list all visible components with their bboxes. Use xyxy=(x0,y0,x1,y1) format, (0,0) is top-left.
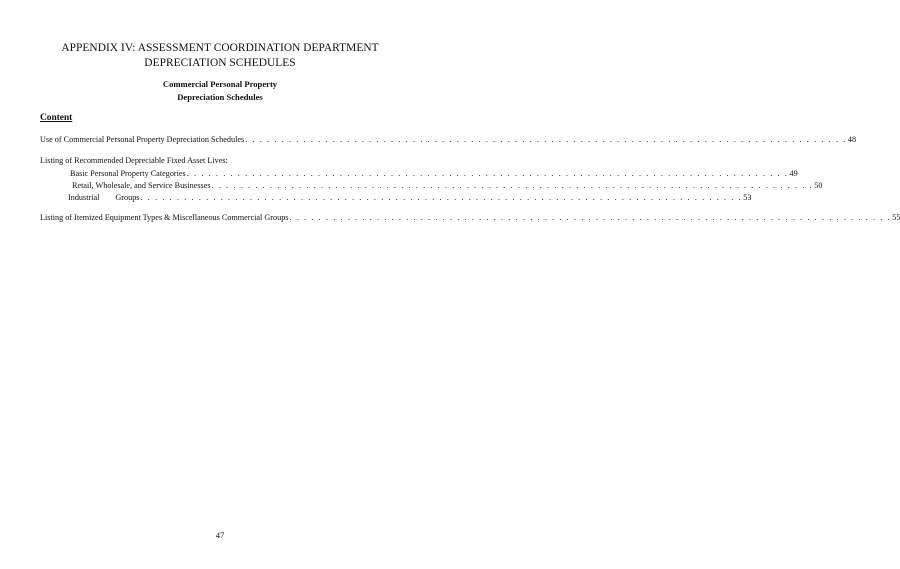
toc-entry-label: Basic Personal Property Categories xyxy=(70,169,186,178)
toc-entry-industrial xyxy=(68,192,752,203)
appendix-title-line-2: DEPRECIATION SCHEDULES xyxy=(144,57,296,69)
toc-leader-dots: . . . . . . . . . . . . . . . . . . . . . . . . . . . . . . . . . . . . . . . . . . . . . . . . . . . . . . . . . . . . . . . . . . . . . . . . . . . . . . . . . . . xyxy=(245,135,847,144)
toc-section-listing: Listing of Recommended Depreciable Fixed Asset Lives: xyxy=(40,156,228,165)
toc-entry-page: 55 xyxy=(892,213,900,222)
toc-entry-basic xyxy=(70,168,798,179)
page-number: 47 xyxy=(215,530,225,540)
toc-entry-label-groups: Groups xyxy=(115,193,140,202)
toc-entry-label-word: Industrial xyxy=(68,193,100,202)
toc-leader-dots: . . . . . . . . . . . . . . . . . . . . . . . . . . . . . . . . . . . . . . . . . . . . . . . . . . . . . . . . . . . . . . . . . . . . . . . . . . . . . . . . . . . xyxy=(140,193,743,202)
toc-entry-use xyxy=(40,134,857,145)
toc-entry-page: 48 xyxy=(847,135,857,144)
toc-leader-dots: . . . . . . . . . . . . . . . . . . . . . . . . . . . . . . . . . . . . . . . . . . . . . . . . . . . . . . . . . . . . . . . . . . . . . . . . . . . . . . . . . . . xyxy=(289,213,892,222)
appendix-title: APPENDIX IV: ASSESSMENT COORDINATION DEPARTMENT xyxy=(61,42,379,54)
toc-leader-dots: . . . . . . . . . . . . . . . . . . . . . . . . . . . . . . . . . . . . . . . . . . . . . . . . . . . . . . . . . . . . . . . . . . . . . . . . . . . . . . . . . . . xyxy=(186,169,789,178)
toc-entry-page: 49 xyxy=(789,169,798,178)
content-heading: Content xyxy=(40,113,73,123)
toc-leader-dots: . . . . . . . . . . . . . . . . . . . . . . . . . . . . . . . . . . . . . . . . . . . . . . . . . . . . . . . . . . . . . . . . . . . . . . . . . . . . . . . . . . . xyxy=(211,181,814,190)
toc-entry-label xyxy=(68,192,140,203)
toc-entry-page: 50 xyxy=(814,181,823,190)
subtitle: Commercial Personal Property xyxy=(162,79,278,89)
toc-entry-label: Use of Commercial Personal Property Depreciation Schedules xyxy=(40,135,245,144)
subtitle-line-2: Depreciation Schedules xyxy=(177,92,263,102)
toc-entry-label: Retail, Wholesale, and Service Businesses xyxy=(72,181,211,190)
toc-entry-retail xyxy=(72,180,823,191)
toc-entry-page: 53 xyxy=(743,193,752,202)
toc-entry-label: Listing of Itemized Equipment Types & Miscellaneous Commercial Groups xyxy=(40,213,289,222)
toc-entry-itemized xyxy=(40,212,900,223)
